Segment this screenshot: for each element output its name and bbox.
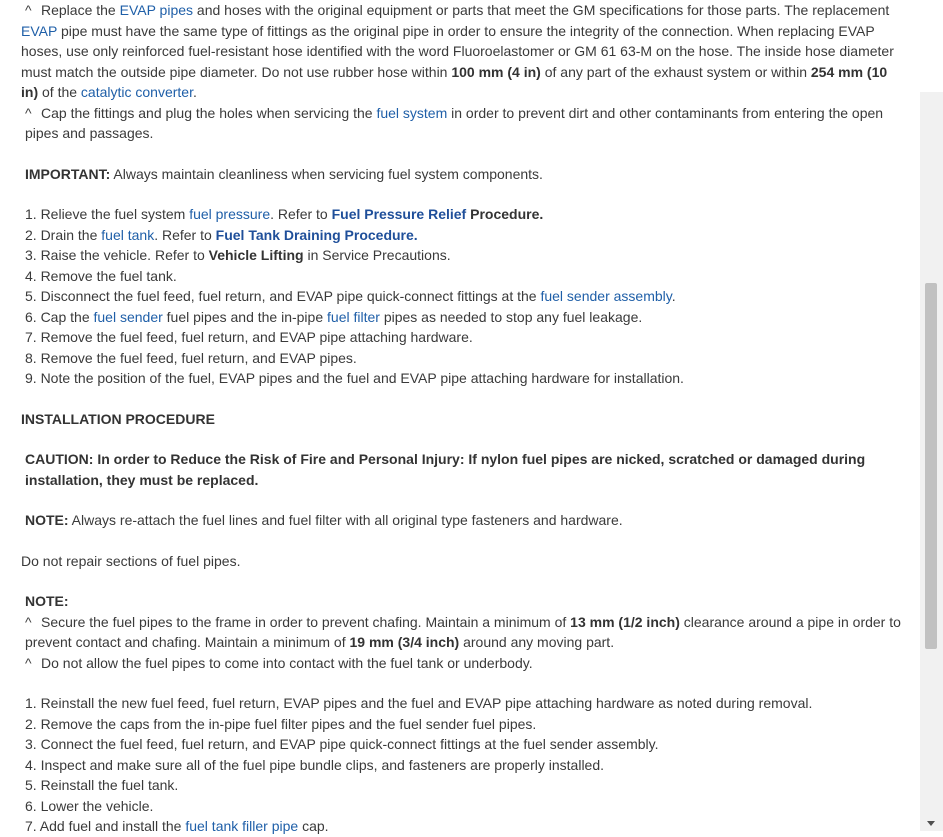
link-fuel-pressure[interactable]: fuel pressure — [189, 206, 271, 222]
text: of the — [38, 84, 81, 100]
link-evap[interactable]: EVAP — [21, 22, 58, 39]
bold-vehicle-lifting: Vehicle Lifting — [208, 247, 304, 263]
removal-steps — [21, 204, 906, 389]
text: 1. Relieve the fuel system — [25, 206, 190, 222]
install-step-5: 5. Reinstall the fuel tank. — [25, 777, 179, 793]
install-step-7 — [21, 816, 906, 837]
removal-step-3 — [21, 245, 906, 266]
caret-icon: ^ — [25, 104, 32, 121]
scroll-down-arrow-icon[interactable] — [927, 821, 935, 826]
removal-step-1 — [21, 204, 906, 225]
text: of any part of the exhaust system or within — [540, 63, 811, 80]
vertical-scrollbar[interactable] — [920, 0, 943, 831]
text: Always maintain cleanliness when servicing fuel system components. — [110, 165, 543, 182]
text: Do not allow the fuel pipes to come into contact with the fuel tank or underbody. — [41, 654, 533, 671]
note-2-label — [21, 591, 906, 612]
install-step-1: 1. Reinstall the new fuel feed, fuel return, EVAP pipes and the fuel and EVAP pipe attaching hardware as noted during removal. — [25, 695, 813, 711]
bold-13mm: 13 mm (1/2 inch) — [570, 613, 680, 630]
caret-icon: ^ — [25, 613, 32, 630]
text: Always re-attach the fuel lines and fuel filter with all original type fasteners and hardware. — [68, 512, 623, 528]
intro-bullet-1 — [21, 0, 906, 21]
install-step-3: 3. Connect the fuel feed, fuel return, and EVAP pipe quick-connect fittings at the fuel sender assembly. — [25, 736, 659, 752]
caret-icon: ^ — [25, 2, 32, 18]
install-step-6: 6. Lower the vehicle. — [25, 797, 154, 814]
text: clearance around a pipe in order to prevent contact and chafing. Maintain a minimum of — [25, 613, 901, 650]
important-label: IMPORTANT: — [25, 165, 111, 182]
important-note — [21, 164, 906, 185]
bold-254mm: 254 mm (10 in) — [21, 63, 888, 100]
removal-step-9: 9. Note the position of the fuel, EVAP pipes and the fuel and EVAP pipe attaching hardware for installation. — [25, 370, 684, 386]
caution-note — [21, 449, 906, 490]
install-step-4: 4. Inspect and make sure all of the fuel pipe bundle clips, and fasteners are properly installed. — [25, 756, 605, 773]
text: fuel pipes and the in-pipe — [162, 308, 328, 325]
link-catalytic-converter[interactable]: catalytic converter — [80, 84, 193, 100]
document-content — [21, 0, 906, 837]
note-1 — [21, 510, 906, 531]
note-2-bullet-2 — [21, 653, 906, 674]
text: in Service Precautions. — [303, 247, 451, 263]
link-evap-pipes[interactable]: EVAP pipes — [119, 2, 194, 18]
text: CAUTION: In order to Reduce the Risk of Fire and Personal Injury: If nylon fuel pipes are nicked, scratched or damaged during installation, they must be replaced. — [25, 451, 866, 488]
link-fuel-tank-filler-pipe[interactable]: fuel tank filler pipe — [185, 818, 299, 834]
text: 5. Disconnect the fuel feed, fuel return, and EVAP pipe quick-connect fittings at the — [25, 288, 541, 304]
link-fuel-tank[interactable]: fuel tank — [101, 226, 155, 243]
bold-19mm: 19 mm (3/4 inch) — [349, 634, 460, 650]
scrollbar-thumb[interactable] — [925, 283, 937, 649]
removal-step-8: 8. Remove the fuel feed, fuel return, and EVAP pipes. — [25, 349, 357, 366]
removal-step-6 — [21, 307, 906, 328]
text: Replace the — [41, 2, 120, 18]
text: . Refer to — [270, 206, 332, 222]
text: and hoses with the original equipment or parts that meet the GM specifications for those parts. The replacement — [193, 2, 890, 18]
text: around any moving part. — [459, 634, 615, 650]
install-step-2: 2. Remove the caps from the in-pipe fuel filter pipes and the fuel sender fuel pipes. — [25, 715, 537, 732]
removal-step-7: 7. Remove the fuel feed, fuel return, and EVAP pipe attaching hardware. — [25, 329, 473, 345]
link-fuel-tank-draining[interactable]: Fuel Tank Draining Procedure. — [215, 226, 418, 243]
link-fuel-system[interactable]: fuel system — [376, 104, 448, 121]
link-fuel-sender[interactable]: fuel sender — [93, 308, 163, 325]
text: Procedure. — [466, 206, 544, 222]
install-steps — [21, 693, 906, 837]
removal-step-4: 4. Remove the fuel tank. — [25, 267, 177, 284]
text: 6. Cap the — [25, 308, 94, 325]
removal-step-5 — [21, 286, 906, 307]
text: 2. Drain the — [25, 226, 102, 243]
link-fuel-filter[interactable]: fuel filter — [327, 308, 380, 325]
installation-heading — [21, 409, 906, 430]
text: 3. Raise the vehicle. Refer to — [25, 247, 209, 263]
text: Secure the fuel pipes to the frame in order to prevent chafing. Maintain a minimum of — [41, 613, 571, 630]
bold-100mm: 100 mm (4 in) — [451, 63, 541, 80]
text: . — [671, 288, 676, 304]
link-fuel-sender-assembly[interactable]: fuel sender assembly — [540, 288, 672, 304]
intro-bullet-2 — [21, 103, 906, 144]
text: cap. — [298, 818, 329, 834]
scrollbar-track-top — [920, 0, 943, 92]
note-2-bullet-1 — [21, 612, 906, 653]
removal-step-2 — [21, 225, 906, 246]
link-fuel-pressure-relief[interactable]: Fuel Pressure Relief — [331, 206, 467, 222]
text: NOTE: — [25, 593, 69, 609]
text: in order to prevent dirt and other contaminants from entering the open pipes and passages. — [25, 104, 884, 141]
text: pipes as needed to stop any fuel leakage. — [379, 308, 643, 325]
caret-icon: ^ — [25, 654, 32, 671]
text: Cap the fittings and plug the holes when servicing the — [41, 104, 377, 121]
no-repair-text: Do not repair sections of fuel pipes. — [21, 552, 241, 569]
note-label: NOTE: — [25, 512, 69, 528]
text: . Refer to — [154, 226, 216, 243]
text: pipe must have the same type of fittings as the original pipe in order to ensure the integrity of the connection. When replacing EVAP hoses, use only reinforced fuel-resistant hose identified with the word Fluoroelastomer or GM 61 63-M on the hose. The inside hose diameter must match the outside pipe diameter. Do not use rubber hose within — [21, 22, 894, 80]
intro-bullet-1-cont — [21, 21, 906, 103]
text: INSTALLATION PROCEDURE — [21, 410, 215, 427]
text: . — [192, 84, 197, 100]
text: 7. Add fuel and install the — [25, 818, 186, 834]
